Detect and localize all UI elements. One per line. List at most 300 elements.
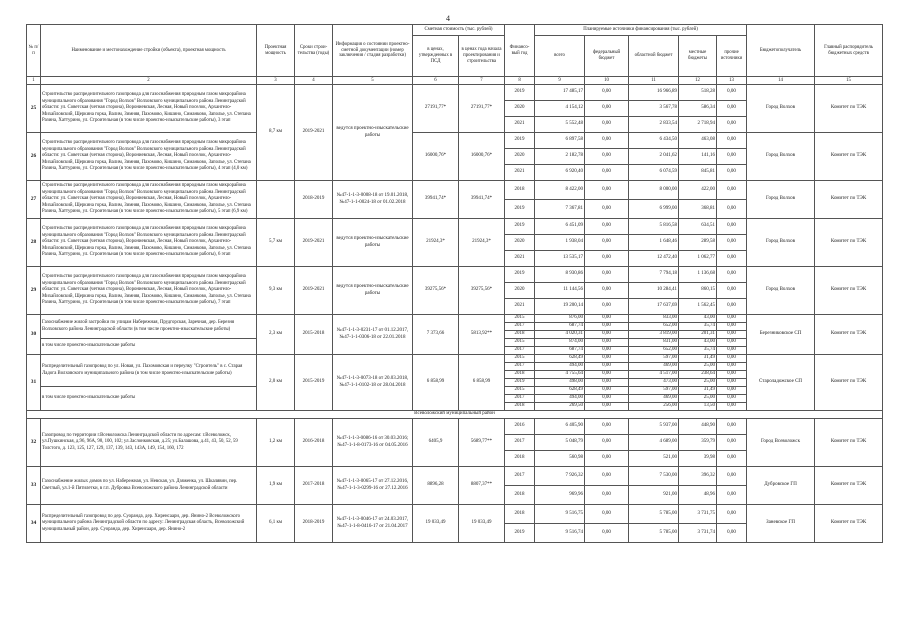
cost-current-cell: 19 033,49: [413, 505, 459, 543]
docs-cell: №47-1-1-3-0046-17 от 24.03.2017, №47-1-1-8-0416-17 от 21.04.2017: [333, 505, 413, 543]
year-cell: 2017: [505, 467, 535, 486]
object-subname: в том числе проектно-изыскательские работы: [41, 339, 257, 355]
year-cell: 2018: [505, 505, 535, 524]
col-cost-start-header: в ценах года начала проектирования и строительства: [459, 36, 505, 77]
cost-current-cell: 21924,3*: [413, 219, 459, 267]
object-name: Распределительный газопровод по ул. Новая, ул. Пахомовская и переулку "Строитель" в с. Старая Ладога Волховского муниципального района (в том числе проектно-изыскательские работы): [41, 355, 257, 387]
federal-cell: 0,00: [585, 267, 629, 283]
other-cell: 0,00: [717, 419, 747, 435]
year-cell: 2019: [505, 133, 535, 149]
total-cell: 628,49: [535, 387, 585, 395]
local-cell: 1 136,68: [679, 267, 717, 283]
federal-cell: 0,00: [585, 133, 629, 149]
cost-current-cell: 7 373,66: [413, 315, 459, 355]
regional-cell: 2 833,54: [629, 117, 679, 133]
total-cell: 6 451,09: [535, 219, 585, 235]
recipient-cell: Город Волхов: [747, 219, 815, 267]
col-term-header: Сроки строи-тельства (годы): [295, 25, 333, 77]
object-name: Строительство распределительного газопровода для газоснабжения природным газом микрорайона муниципального образования "Город Волхов" Волховского муниципального района Ленинградской области: ул. Советская (четная сторона), Ворониевская, Лесная, Новый поселок, Архангело-Михайловский, Щеркина горка, Валим, Зимняя, Пахомово, Кишино, Симанково, Заполье, ул. Степана Разина, Хаттурино, ул. Строительная (в том числе проектно-изыскательские работы), 6 этап: [41, 219, 257, 267]
section-title: Всеволожский муниципальный район: [27, 411, 883, 419]
capacity-cell: 1,2 км: [257, 419, 295, 467]
term-cell: 2017-2018: [295, 467, 333, 505]
row-number: 34: [27, 505, 41, 543]
row-number: 25: [27, 85, 41, 133]
other-cell: 0,00: [717, 524, 747, 543]
local-cell: 518,28: [679, 85, 717, 101]
regional-cell: 16 966,89: [629, 85, 679, 101]
total-cell: 8 930,86: [535, 267, 585, 283]
other-cell: 0,00: [717, 149, 747, 165]
year-cell: 2018: [505, 451, 535, 467]
table-row: [27, 467, 883, 486]
year-cell: 2020: [505, 235, 535, 251]
term-cell: 2018-2019: [295, 181, 333, 219]
federal-cell: 0,00: [585, 315, 629, 323]
object-name: Строительство распределительного газопровода для газоснабжения природным газом микрорайона муниципального образования "Город Волхов" Волховского муниципального района Ленинградской области: ул. Советская (четная сторона), Ворониевская, Лесная, Новый поселок, Архангело-Михайловский, Щеркина горка, Валим, Зимняя, Пахомово, Кишино, Симанково, Заполье, ул. Степана Разина, Хаттурино, ул. Строительная (в том числе проектно-изыскательские работы), 3 этап: [41, 85, 257, 133]
other-cell: 0,00: [717, 181, 747, 200]
object-name: Газоснабжение жилой застройки по улицам Набережная, Прудгорская, Заречная, дер. Березня Волховского района Ленинградской области (в том числе проектно-изыскательские работы): [41, 315, 257, 339]
group-sources-header: Планируемые источники финансирования (тыс. рублей): [535, 25, 747, 36]
cost-start-cell: 5813,92**: [459, 315, 505, 355]
regional-cell: 5 937,00: [629, 419, 679, 435]
regional-cell: 7 530,00: [629, 467, 679, 486]
manager-cell: Комитет по ТЭК: [815, 219, 883, 267]
total-cell: 494,00: [535, 395, 585, 403]
table-header: [27, 25, 883, 85]
other-cell: 0,00: [717, 200, 747, 219]
recipient-cell: Город Волхов: [747, 181, 815, 219]
other-cell: 0,00: [717, 251, 747, 267]
row-number: 27: [27, 181, 41, 219]
col-federal-header: федеральный бюджет: [585, 36, 629, 77]
regional-cell: 469,00: [629, 395, 679, 403]
column-number: 15: [815, 77, 883, 85]
local-cell: 359,79: [679, 435, 717, 451]
object-name: Строительство распределительного газопровода для газоснабжения природным газом микрорайона муниципального образования "Город Волхов" Волховского муниципального района Ленинградской области: ул. Советская (четная сторона), Ворониевская, Лесная, Новый поселок, Архангело-Михайловский, Щеркина горка, Валим, Зимняя, Пахомово, Кишино, Симанково, Заполье, ул. Степана Разина, Хаттурино, ул. Строительная (в том числе проектно-изыскательские работы), 7 этап: [41, 267, 257, 315]
docs-cell: №47-1-1-3-0073-18 от 20.03.2018, №47-1-1-0102-18 от 28.04.2018: [333, 355, 413, 411]
regional-cell: 831,00: [629, 339, 679, 347]
other-cell: 0,00: [717, 117, 747, 133]
column-number: 8: [505, 77, 535, 85]
federal-cell: 0,00: [585, 101, 629, 117]
total-cell: 2 182,78: [535, 149, 585, 165]
federal-cell: 0,00: [585, 117, 629, 133]
year-cell: 2017: [505, 347, 535, 355]
total-cell: 5 552,48: [535, 117, 585, 133]
total-cell: 560,98: [535, 451, 585, 467]
other-cell: 0,00: [717, 403, 747, 411]
section-row: [27, 411, 883, 419]
total-cell: 13 535,17: [535, 251, 585, 267]
regional-cell: 6 074,59: [629, 165, 679, 181]
regional-cell: 473,00: [629, 379, 679, 387]
manager-cell: Комитет по ТЭК: [815, 181, 883, 219]
docs-cell: ведутся проектно-изыскательские работы: [333, 85, 413, 181]
year-cell: 2021: [505, 299, 535, 315]
regional-cell: 17 637,69: [629, 299, 679, 315]
year-cell: 2021: [505, 251, 535, 267]
table-row: [27, 181, 883, 200]
manager-cell: Комитет по ТЭК: [815, 419, 883, 467]
recipient-cell: Город Волхов: [747, 133, 815, 181]
manager-cell: Комитет по ТЭК: [815, 133, 883, 181]
year-cell: 2015: [505, 387, 535, 395]
cost-current-cell: 8896,28: [413, 467, 459, 505]
other-cell: 0,00: [717, 283, 747, 299]
table-row: [27, 419, 883, 435]
manager-cell: Комитет по ТЭК: [815, 267, 883, 315]
capacity-cell: 6,1 км: [257, 505, 295, 543]
other-cell: 0,00: [717, 133, 747, 149]
regional-cell: 5 816,58: [629, 219, 679, 235]
regional-cell: 469,00: [629, 363, 679, 371]
regional-cell: 12 472,40: [629, 251, 679, 267]
object-name: Распределительный газопровод по дер. Суоранда, дер. Хиренсаари, дер. Янино-2 Всеволожского муниципального района Ленинградской области по адресу: Ленинградская область, Всеволожский муниципальный район, дер. Суоранда, дер. Хиренсаари, дер. Янино-2: [41, 505, 257, 543]
column-number: 7: [459, 77, 505, 85]
other-cell: 0,00: [717, 315, 747, 323]
cost-start-cell: 16000,76*: [459, 133, 505, 181]
recipient-cell: Город Волхов: [747, 267, 815, 315]
other-cell: 0,00: [717, 101, 747, 117]
year-cell: 2019: [505, 267, 535, 283]
local-cell: 1 062,77: [679, 251, 717, 267]
cost-start-cell: 39941,74*: [459, 181, 505, 219]
regional-cell: 597,00: [629, 387, 679, 395]
total-cell: 4 020,31: [535, 331, 585, 339]
year-cell: 2017: [505, 435, 535, 451]
regional-cell: 7 794,18: [629, 267, 679, 283]
year-cell: 2018: [505, 403, 535, 411]
group-cost-header: Сметная стоимость (тыс. рублей): [413, 25, 505, 36]
row-number: 33: [27, 467, 41, 505]
regional-cell: 2 041,62: [629, 149, 679, 165]
local-cell: 634,51: [679, 219, 717, 235]
regional-cell: 4 689,00: [629, 435, 679, 451]
cost-start-cell: 6 858,99: [459, 355, 505, 411]
year-cell: 2018: [505, 331, 535, 339]
regional-cell: 3 819,00: [629, 331, 679, 339]
total-cell: 269,50: [535, 403, 585, 411]
total-cell: 19 200,14: [535, 299, 585, 315]
federal-cell: 0,00: [585, 149, 629, 165]
col-total-header: всего: [535, 36, 585, 77]
federal-cell: 0,00: [585, 371, 629, 379]
federal-cell: 0,00: [585, 235, 629, 251]
capacity-cell: 5,7 км: [257, 219, 295, 267]
cost-start-cell: 19 033,49: [459, 505, 505, 543]
regional-cell: 652,00: [629, 323, 679, 331]
table-body: [27, 85, 883, 543]
federal-cell: 0,00: [585, 451, 629, 467]
regional-cell: 921,00: [629, 486, 679, 505]
local-cell: 31,49: [679, 355, 717, 363]
column-number: 1: [27, 77, 41, 85]
regional-cell: 4 517,00: [629, 371, 679, 379]
year-cell: 2018: [505, 181, 535, 200]
local-cell: 3 731,74: [679, 524, 717, 543]
object-name: Газопровод по территории г.Всеволожска Ленинградской области по адресам: г.Всеволожск, ул.Пушкинская, д.96, 96А, 98, 100, 102; ул.Заслонковская, д.25; ул.Балашова, д.41, 43, 50, 52, 59 Толстого, д. 123, 125, 127, 129, 137, 139, 143, 143А, 149, 154, 160, 172: [41, 419, 257, 467]
table-row: [27, 219, 883, 235]
local-cell: 25,00: [679, 379, 717, 387]
year-cell: 2015: [505, 355, 535, 363]
federal-cell: 0,00: [585, 379, 629, 387]
total-cell: 7 926,32: [535, 467, 585, 486]
regional-cell: 1 648,46: [629, 235, 679, 251]
row-number: 30: [27, 315, 41, 355]
local-cell: 463,08: [679, 133, 717, 149]
federal-cell: 0,00: [585, 395, 629, 403]
total-cell: 4 755,64: [535, 371, 585, 379]
column-number: 14: [747, 77, 815, 85]
col-capacity-header: Проектная мощность: [257, 25, 295, 77]
federal-cell: 0,00: [585, 505, 629, 524]
federal-cell: 0,00: [585, 467, 629, 486]
other-cell: 0,00: [717, 486, 747, 505]
term-cell: 2016-2018: [295, 419, 333, 467]
year-cell: 2021: [505, 117, 535, 133]
regional-cell: 5 785,00: [629, 524, 679, 543]
recipient-cell: Город Волхов: [747, 85, 815, 133]
table-row: [27, 267, 883, 283]
total-cell: 628,49: [535, 355, 585, 363]
federal-cell: 0,00: [585, 331, 629, 339]
local-cell: 845,81: [679, 165, 717, 181]
manager-cell: Комитет по ТЭК: [815, 355, 883, 411]
total-cell: 687,74: [535, 323, 585, 331]
regional-cell: 5 785,00: [629, 505, 679, 524]
year-cell: 2019: [505, 85, 535, 101]
other-cell: 0,00: [717, 347, 747, 355]
column-number: 5: [333, 77, 413, 85]
local-cell: 238,64: [679, 371, 717, 379]
col-docs-header: Информация о состоянии проектно-сметной документации (номер заключения / стадия разработки): [333, 25, 413, 77]
federal-cell: 0,00: [585, 387, 629, 395]
capacity-cell: 8,7 км: [257, 85, 295, 181]
capacity-cell: 2,0 км: [257, 355, 295, 411]
column-number: 9: [535, 77, 585, 85]
recipient-cell: Староладожское СП: [747, 355, 815, 411]
docs-cell: №47-1-1-3-0008-18 от 19.01.2018, №47-1-1-0024-18 от 01.02.2018: [333, 181, 413, 219]
total-cell: 874,00: [535, 339, 585, 347]
year-cell: 2019: [505, 200, 535, 219]
page-number: 4: [446, 14, 450, 23]
local-cell: 13,50: [679, 403, 717, 411]
column-number: 11: [629, 77, 679, 85]
other-cell: 0,00: [717, 355, 747, 363]
federal-cell: 0,00: [585, 403, 629, 411]
local-cell: 586,34: [679, 101, 717, 117]
local-cell: 25,00: [679, 395, 717, 403]
other-cell: 0,00: [717, 331, 747, 339]
year-cell: 2019: [505, 219, 535, 235]
other-cell: 0,00: [717, 267, 747, 283]
row-number: 26: [27, 133, 41, 181]
col-year-header: Финансо-вый год: [505, 25, 535, 77]
federal-cell: 0,00: [585, 85, 629, 101]
local-cell: 396,32: [679, 467, 717, 486]
other-cell: 0,00: [717, 379, 747, 387]
total-cell: 9 516,75: [535, 505, 585, 524]
local-cell: 35,74: [679, 323, 717, 331]
year-cell: 2021: [505, 165, 535, 181]
cost-current-cell: 6405,9: [413, 419, 459, 467]
row-number: 32: [27, 419, 41, 467]
col-local-header: местные бюджеты: [679, 36, 717, 77]
docs-cell: №47-1-1-3-0086-16 от 30.03.2016; №47-1-1-8-0173-16 от 04.05.2016: [333, 419, 413, 467]
year-cell: 2020: [505, 101, 535, 117]
local-cell: 422,00: [679, 181, 717, 200]
regional-cell: 652,00: [629, 347, 679, 355]
federal-cell: 0,00: [585, 486, 629, 505]
local-cell: 860,15: [679, 283, 717, 299]
federal-cell: 0,00: [585, 339, 629, 347]
total-cell: 7 367,81: [535, 200, 585, 219]
object-name: Строительство распределительного газопровода для газоснабжения природным газом микрорайона муниципального образования "Город Волхов" Волховского муниципального района Ленинградской области: ул. Советская (четная сторона), Ворониевская, Лесная, Новый поселок, Архангело-Михайловский, Щеркина горка, Валим, Зимняя, Пахомово, Кишино, Симанково, Заполье, ул. Степана Разина, Хаттурино, ул. Строительная (в том числе проектно-изыскательские работы), 5 этап (6,9 км): [41, 181, 257, 219]
col-name-header: Наименование и местонахождение стройки (объекта), проектная мощность: [41, 25, 257, 77]
year-cell: 2020: [505, 283, 535, 299]
col-recipient-header: Бюджетополучатель: [747, 25, 815, 77]
local-cell: 3 731,75: [679, 505, 717, 524]
col-regional-header: областной бюджет: [629, 36, 679, 77]
regional-cell: 521,00: [629, 451, 679, 467]
other-cell: 0,00: [717, 339, 747, 347]
other-cell: 0,00: [717, 219, 747, 235]
column-number: 2: [41, 77, 257, 85]
cost-start-cell: 39275,56*: [459, 267, 505, 315]
cost-current-cell: 16000,76*: [413, 133, 459, 181]
other-cell: 0,00: [717, 395, 747, 403]
federal-cell: 0,00: [585, 347, 629, 355]
column-number: 6: [413, 77, 459, 85]
other-cell: 0,00: [717, 85, 747, 101]
regional-cell: 3 567,78: [629, 101, 679, 117]
federal-cell: 0,00: [585, 251, 629, 267]
total-cell: 6 405,90: [535, 419, 585, 435]
total-cell: 969,96: [535, 486, 585, 505]
year-cell: 2019: [505, 524, 535, 543]
docs-cell: №47-1-1-3-0065-17 от 27.12.2016, №47-1-1-3-0299-16 от 27.12.2016: [333, 467, 413, 505]
year-cell: 2015: [505, 315, 535, 323]
regional-cell: 6 434,50: [629, 133, 679, 149]
col-other-header: прочие источники: [717, 36, 747, 77]
federal-cell: 0,00: [585, 165, 629, 181]
local-cell: 31,49: [679, 387, 717, 395]
local-cell: 1 562,45: [679, 299, 717, 315]
recipient-cell: Березниковское СП: [747, 315, 815, 355]
term-cell: 2015-2019: [295, 355, 333, 411]
row-number: 29: [27, 267, 41, 315]
total-cell: 6 897,58: [535, 133, 585, 149]
manager-cell: Комитет по ТЭК: [815, 85, 883, 133]
total-cell: 11 144,56: [535, 283, 585, 299]
local-cell: 43,00: [679, 339, 717, 347]
year-cell: 2017: [505, 363, 535, 371]
year-cell: 2016: [505, 419, 535, 435]
local-cell: 448,90: [679, 419, 717, 435]
term-cell: 2019-2021: [295, 267, 333, 315]
manager-cell: Комитет по ТЭК: [815, 505, 883, 543]
local-cell: 2 718,94: [679, 117, 717, 133]
regional-cell: 10 284,41: [629, 283, 679, 299]
recipient-cell: Заневское ГП: [747, 505, 815, 543]
year-cell: 2018: [505, 486, 535, 505]
capacity-cell: 9,3 км: [257, 267, 295, 315]
other-cell: 0,00: [717, 299, 747, 315]
total-cell: 8 422,00: [535, 181, 585, 200]
object-name: Газоснабжение жилых домов по ул. Набережная, ул. Невская, ул. Дзяженка, ул. Шкалявин, пер. Светлый, ул.1-й Пятилетки, в г.п. Дубровка Всеволожского района Ленинградской области: [41, 467, 257, 505]
col-cost-current-header: в ценах, утвержденных в ПСД: [413, 36, 459, 77]
other-cell: 0,00: [717, 363, 747, 371]
object-name: Строительство распределительного газопровода для газоснабжения природным газом микрорайона муниципального образования "Город Волхов" Волховского муниципального района Ленинградской области: ул. Советская (четная сторона), Ворониевская, Лесная, Новый поселок, Архангело-Михайловский, Щеркина горка, Валим, Зимняя, Пахомово, Кишино, Симанково, Заполье, ул. Степана Разина, Хаттурино, ул. Строительная (в том числе проектно-изыскательские работы), 4 этап (4,0 км): [41, 133, 257, 181]
table-row: [27, 315, 883, 323]
regional-cell: 6 999,00: [629, 200, 679, 219]
regional-cell: 256,00: [629, 403, 679, 411]
column-number: 10: [585, 77, 629, 85]
row-number: 28: [27, 219, 41, 267]
docs-cell: №47-1-1-3-0231-17 от 01.12.2017, №47-1-1-0306-18 от 22.01.2018: [333, 315, 413, 355]
row-number: 31: [27, 355, 41, 411]
year-cell: 2017: [505, 323, 535, 331]
cost-start-cell: 21924,3*: [459, 219, 505, 267]
table-row: [27, 505, 883, 524]
local-cell: 201,31: [679, 331, 717, 339]
total-cell: 687,74: [535, 347, 585, 355]
table-row: [27, 133, 883, 149]
federal-cell: 0,00: [585, 219, 629, 235]
local-cell: 25,00: [679, 363, 717, 371]
term-cell: 2019-2021: [295, 85, 333, 181]
federal-cell: 0,00: [585, 435, 629, 451]
term-cell: 2019-2021: [295, 219, 333, 267]
cost-start-cell: 8807,37**: [459, 467, 505, 505]
docs-cell: ведутся проектно-изыскательские работы: [333, 267, 413, 315]
other-cell: 0,00: [717, 323, 747, 331]
cost-start-cell: 5689,77**: [459, 419, 505, 467]
total-cell: 498,00: [535, 379, 585, 387]
local-cell: 39,98: [679, 451, 717, 467]
total-cell: 9 516,74: [535, 524, 585, 543]
manager-cell: Комитет по ТЭК: [815, 467, 883, 505]
term-cell: 2015-2018: [295, 315, 333, 355]
regional-cell: 833,00: [629, 315, 679, 323]
federal-cell: 0,00: [585, 419, 629, 435]
total-cell: 494,00: [535, 363, 585, 371]
column-number-row: [27, 77, 883, 85]
construction-objects-table: [26, 24, 883, 543]
total-cell: 876,00: [535, 315, 585, 323]
federal-cell: 0,00: [585, 283, 629, 299]
cost-current-cell: 39941,74*: [413, 181, 459, 219]
column-number: 12: [679, 77, 717, 85]
local-cell: 141,16: [679, 149, 717, 165]
manager-cell: Комитет по ТЭК: [815, 315, 883, 355]
other-cell: 0,00: [717, 467, 747, 486]
year-cell: 2018: [505, 371, 535, 379]
total-cell: 17 485,17: [535, 85, 585, 101]
total-cell: 1 938,04: [535, 235, 585, 251]
recipient-cell: Город Всеволожск: [747, 419, 815, 467]
term-cell: 2018-2019: [295, 505, 333, 543]
local-cell: 43,00: [679, 315, 717, 323]
federal-cell: 0,00: [585, 355, 629, 363]
col-num-header: № п/п: [27, 25, 41, 77]
year-cell: 2019: [505, 379, 535, 387]
federal-cell: 0,00: [585, 524, 629, 543]
local-cell: 289,58: [679, 235, 717, 251]
local-cell: 48,96: [679, 486, 717, 505]
year-cell: 2015: [505, 339, 535, 347]
federal-cell: 0,00: [585, 181, 629, 200]
